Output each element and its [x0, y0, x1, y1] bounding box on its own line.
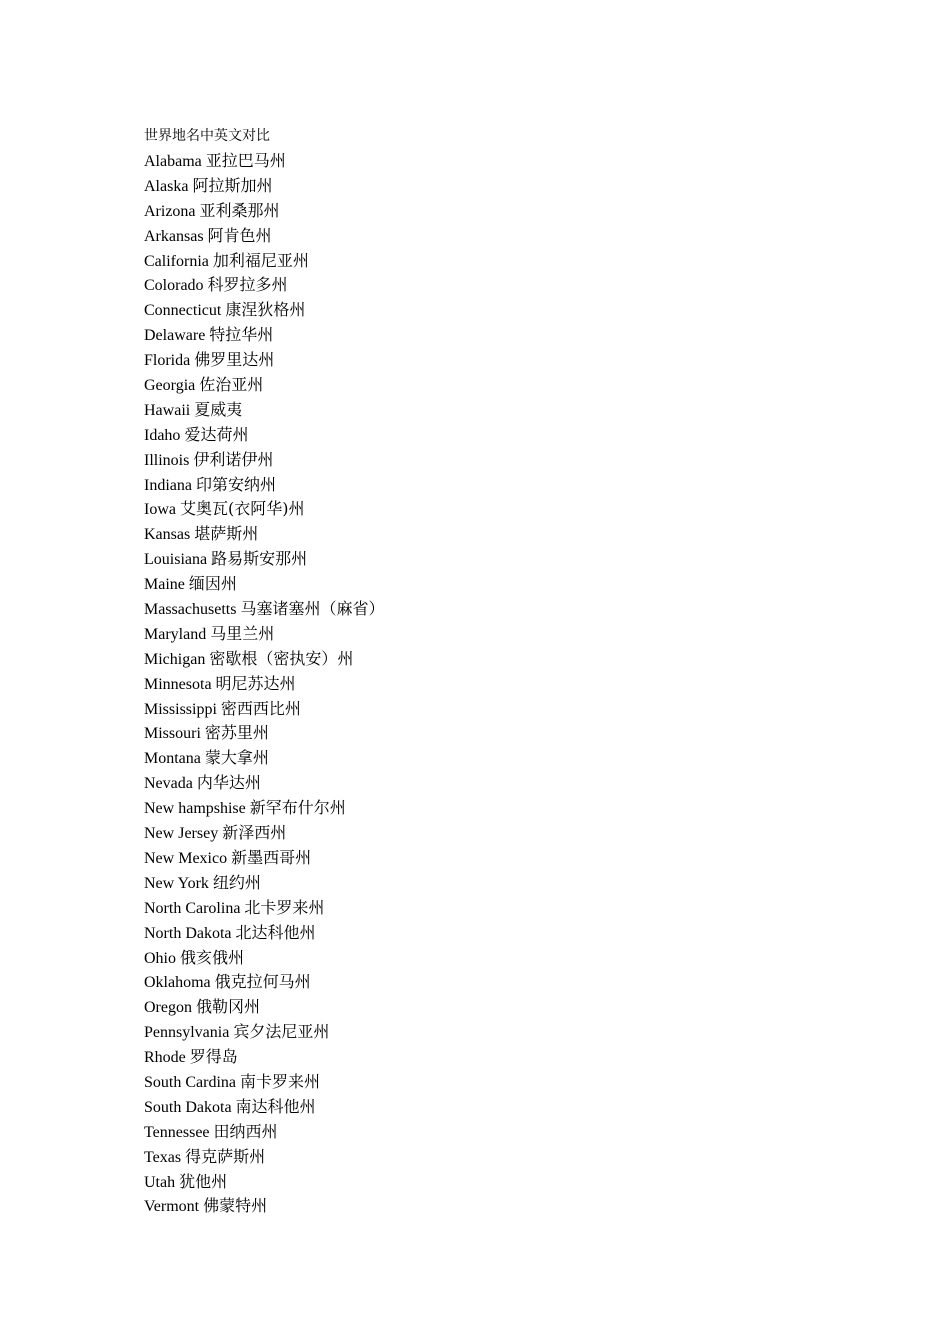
- list-item: [144, 1020, 844, 1045]
- list-item: [144, 896, 844, 921]
- chinese-name: 马里兰州: [210, 623, 275, 643]
- list-item: [144, 946, 844, 971]
- english-name: Idaho: [144, 426, 181, 444]
- english-name: Oklahoma: [144, 974, 211, 992]
- chinese-name: 南达科他州: [235, 1096, 316, 1116]
- chinese-name: 艾奥瓦(衣阿华)州: [179, 499, 305, 519]
- list-item: [144, 373, 844, 398]
- english-name: South Dakota: [144, 1098, 232, 1116]
- english-name: Oregon: [144, 999, 192, 1017]
- chinese-name: 伊利诺伊州: [193, 449, 274, 469]
- list-item: [144, 771, 844, 796]
- english-name: Iowa: [144, 501, 176, 519]
- chinese-name: 犹他州: [179, 1171, 228, 1191]
- chinese-name: 阿拉斯加州: [192, 175, 273, 195]
- chinese-name: 俄克拉何马州: [214, 972, 311, 992]
- english-name: Colorado: [144, 277, 204, 295]
- list-item: [144, 298, 844, 323]
- chinese-name: 俄亥俄州: [180, 947, 245, 967]
- list-item: [144, 647, 844, 672]
- english-name: New Jersey: [144, 825, 219, 843]
- english-name: Utah: [144, 1173, 176, 1191]
- list-item: [144, 473, 844, 498]
- list-item: [144, 448, 844, 473]
- english-name: Arizona: [144, 202, 196, 220]
- english-name: Kansas: [144, 526, 191, 544]
- english-name: California: [144, 252, 209, 270]
- list-item: [144, 871, 844, 896]
- english-name: New Mexico: [144, 849, 228, 867]
- chinese-name: 新墨西哥州: [231, 847, 312, 867]
- list-item: [144, 1070, 844, 1095]
- chinese-name: 俄勒冈州: [195, 997, 260, 1017]
- english-name: North Carolina: [144, 899, 241, 917]
- chinese-name: 佐治亚州: [199, 375, 264, 395]
- list-item: [144, 746, 844, 771]
- english-name: Louisiana: [144, 551, 208, 569]
- chinese-name: 新罕布什尔州: [249, 798, 346, 818]
- list-item: [144, 522, 844, 547]
- chinese-name: 科罗拉多州: [207, 275, 288, 295]
- english-name: Delaware: [144, 327, 206, 345]
- list-item: [144, 622, 844, 647]
- chinese-name: 北达科他州: [235, 922, 316, 942]
- english-name: Ohio: [144, 949, 176, 967]
- english-name: Vermont: [144, 1198, 200, 1216]
- english-name: Connecticut: [144, 302, 222, 320]
- list-item: [144, 547, 844, 572]
- list-item: [144, 597, 844, 622]
- document-content: [144, 126, 844, 1219]
- chinese-name: 南卡罗来州: [240, 1071, 321, 1091]
- chinese-name: 密歇根（密执安）州: [209, 648, 354, 668]
- list-item: [144, 1120, 844, 1145]
- chinese-name: 缅因州: [188, 574, 237, 594]
- chinese-name: 纽约州: [212, 872, 261, 892]
- english-name: Alaska: [144, 177, 189, 195]
- chinese-name: 夏威夷: [194, 399, 243, 419]
- english-name: Maine: [144, 576, 185, 594]
- list-item: [144, 796, 844, 821]
- chinese-name: 明尼苏达州: [215, 673, 296, 693]
- english-name: Maryland: [144, 625, 207, 643]
- chinese-name: 阿肯色州: [207, 225, 272, 245]
- english-name: Pennsylvania: [144, 1024, 230, 1042]
- english-name: Indiana: [144, 476, 192, 494]
- list-item: [144, 1194, 844, 1219]
- list-item: [144, 1095, 844, 1120]
- list-item: [144, 149, 844, 174]
- chinese-name: 罗得岛: [189, 1047, 238, 1067]
- chinese-name: 康涅狄格州: [225, 300, 306, 320]
- english-name: New York: [144, 874, 209, 892]
- english-name: Rhode: [144, 1049, 186, 1067]
- list-item: [144, 846, 844, 871]
- english-name: Minnesota: [144, 675, 212, 693]
- state-name-list: [144, 149, 844, 1219]
- list-item: [144, 921, 844, 946]
- list-item: [144, 1170, 844, 1195]
- english-name: Montana: [144, 750, 201, 768]
- english-name: Texas: [144, 1148, 182, 1166]
- chinese-name: 特拉华州: [209, 325, 274, 345]
- list-item: [144, 398, 844, 423]
- chinese-name: 密西西比州: [220, 698, 301, 718]
- list-item: [144, 497, 844, 522]
- chinese-name: 亚拉巴马州: [205, 151, 286, 170]
- list-item: [144, 249, 844, 274]
- english-name: Arkansas: [144, 227, 204, 245]
- list-item: [144, 970, 844, 995]
- chinese-name: 加利福尼亚州: [212, 250, 309, 270]
- english-name: Florida: [144, 352, 191, 370]
- chinese-name: 堪萨斯州: [194, 524, 259, 544]
- list-item: [144, 174, 844, 199]
- list-item: [144, 348, 844, 373]
- list-item: [144, 572, 844, 597]
- chinese-name: 得克萨斯州: [185, 1146, 266, 1166]
- chinese-name: 路易斯安那州: [211, 549, 308, 569]
- list-item: [144, 224, 844, 249]
- list-item: [144, 273, 844, 298]
- list-item: [144, 199, 844, 224]
- english-name: South Cardina: [144, 1073, 236, 1091]
- english-name: Illinois: [144, 451, 190, 469]
- chinese-name: 内华达州: [196, 773, 261, 793]
- chinese-name: 佛罗里达州: [194, 350, 275, 370]
- english-name: Mississippi: [144, 700, 217, 718]
- chinese-name: 印第安纳州: [195, 474, 276, 494]
- list-item: [144, 821, 844, 846]
- chinese-name: 田纳西州: [213, 1121, 278, 1141]
- english-name: Georgia: [144, 377, 196, 395]
- list-item: [144, 1045, 844, 1070]
- list-item: [144, 672, 844, 697]
- english-name: North Dakota: [144, 924, 232, 942]
- english-name: Hawaii: [144, 401, 191, 419]
- document-title: 世界地名中英文对比: [144, 128, 270, 144]
- list-item: [144, 323, 844, 348]
- chinese-name: 亚利桑那州: [199, 200, 280, 220]
- list-item: [144, 423, 844, 448]
- english-name: Nevada: [144, 775, 193, 793]
- english-name: Tennessee: [144, 1123, 210, 1141]
- list-item: [144, 1145, 844, 1170]
- english-name: Massachusetts: [144, 601, 237, 619]
- chinese-name: 北卡罗来州: [244, 897, 325, 917]
- chinese-name: 佛蒙特州: [203, 1196, 268, 1216]
- chinese-name: 新泽西州: [222, 823, 287, 843]
- list-item: [144, 697, 844, 722]
- english-name: Missouri: [144, 725, 201, 743]
- list-item: [144, 721, 844, 746]
- chinese-name: 密苏里州: [204, 723, 269, 743]
- list-item: [144, 995, 844, 1020]
- english-name: New hampshise: [144, 800, 246, 818]
- chinese-name: 马塞诸塞州（麻省）: [240, 599, 385, 619]
- english-name: Michigan: [144, 650, 206, 668]
- chinese-name: 宾夕法尼亚州: [233, 1022, 330, 1042]
- english-name: Alabama: [144, 153, 202, 170]
- chinese-name: 爱达荷州: [184, 424, 249, 444]
- chinese-name: 蒙大拿州: [204, 748, 269, 768]
